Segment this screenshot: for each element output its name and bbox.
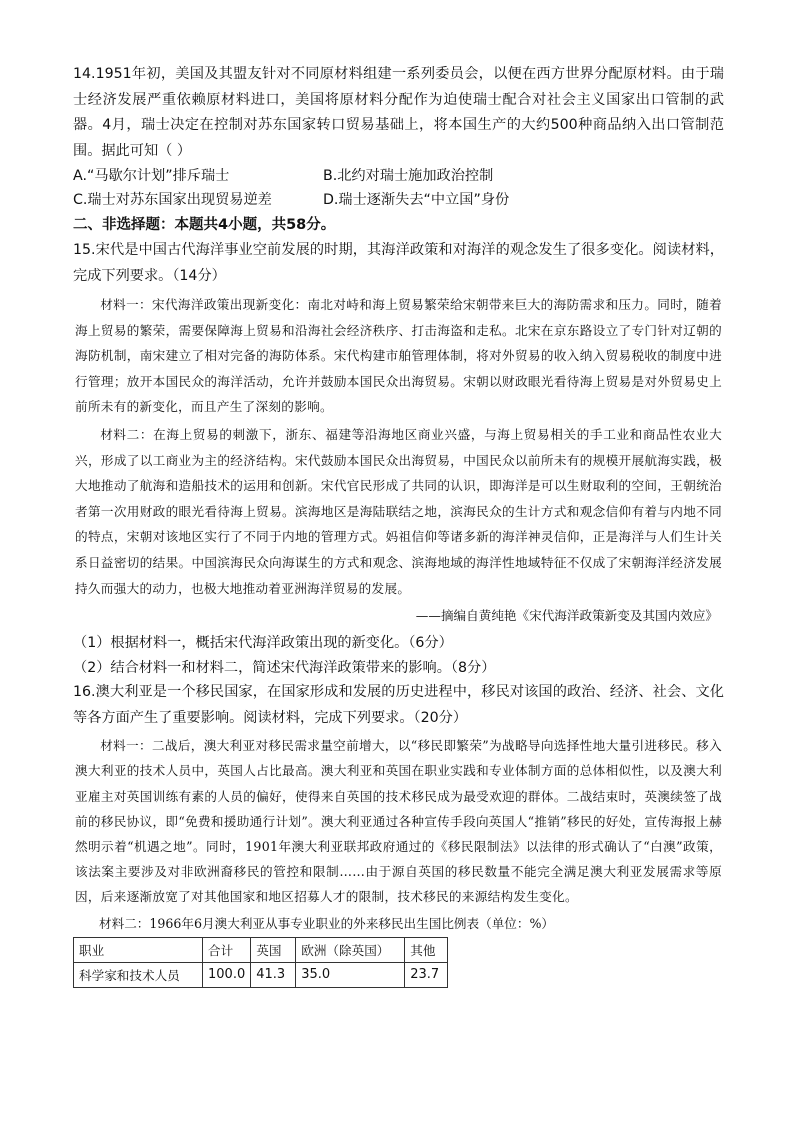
- table-cell: 35.0: [296, 962, 405, 987]
- q16-table-caption: 材料二：1966年6月澳大利亚从事专业职业的外来移民出生国比例表（单位：%）: [99, 915, 555, 931]
- table-cell: 41.3: [251, 962, 296, 987]
- q15-sub-question-2: （2）结合材料一和材料二，简述宋代海洋政策带来的影响。（8分）: [73, 659, 496, 676]
- q15-sub-question-1: （1）根据材料一，概括宋代海洋政策出现的新变化。（6分）: [73, 635, 453, 652]
- option-d[interactable]: D.瑞士逐渐失去“中立国”身份: [323, 192, 510, 208]
- q16-data-table: [73, 937, 448, 988]
- question-16-stem: 16.澳大利亚是一个移民国家，在国家形成和发展的历史进程中，移民对该国的政治、经济、社会、文化等各方面产生了重要影响。阅读材料，完成下列要求。（20分）: [73, 684, 724, 726]
- option-b[interactable]: B.北约对瑞士施加政治控制: [323, 168, 494, 184]
- table-header-row: [74, 937, 448, 962]
- table-header-cell: 合计: [203, 937, 251, 962]
- table-cell: 科学家和技术人员: [74, 962, 203, 987]
- table-header-cell: 英国: [251, 937, 296, 962]
- table-header-cell: 欧洲（除英国）: [296, 937, 405, 962]
- option-c[interactable]: C.瑞士对苏东国家出现贸易逆差: [73, 192, 272, 208]
- table-cell: 23.7: [405, 962, 448, 987]
- q16-material-1: 材料一：二战后，澳大利亚对移民需求量空前增大，以“移民即繁荣”为战略导向选择性地大量引进移民。移入澳大利亚的技术人员中，英国人占比最高。澳大利亚和英国在职业实践和专业体制方面的总体相似性，以及澳大利亚雇主对英国训练有素的人员的偏好，使得来自英国的技术移民成为最受欢迎的群体。二战结束时，英澳续签了战前的移民协议，即“免费和援助通行计划”。澳大利亚通过各种宣传手段向英国人“推销”移民的好处，宣传海报上赫然明示着“机遇之地”。同时，1901年澳大利亚联邦政府通过的《移民限制法》以法律的形式确认了“白澳”政策，该法案主要涉及对非欧洲裔移民的管控和限制……由于源自英国的移民数量不能完全满足澳大利亚发展需求等原因，后来逐渐放宽了对其他国家和地区招募人才的限制，技术移民的来源结构发生变化。: [75, 738, 722, 905]
- question-15-stem: 15.宋代是中国古代海洋事业空前发展的时期，其海洋政策和对海洋的观念发生了很多变化。阅读材料，完成下列要求。（14分）: [73, 242, 724, 284]
- section-heading: 二、非选择题：本题共4小题，共58分。: [73, 217, 336, 233]
- table-header-cell: 其他: [405, 937, 448, 962]
- q15-source: ——摘编自黄纯艳《宋代海洋政策新变及其国内效应》: [415, 608, 718, 624]
- option-a[interactable]: A.“马歇尔计划”排斥瑞士: [73, 168, 230, 184]
- q15-material-1: 材料一：宋代海洋政策出现新变化：南北对峙和海上贸易繁荣给宋朝带来巨大的海防需求和压力。同时，随着海上贸易的繁荣，需要保障海上贸易和沿海社会经济秩序、打击海盗和走私。北宋在京东路设立了专门针对辽朝的海防机制，南宋建立了相对完备的海防体系。宋代构建市舶管理体制，将对外贸易的收入纳入贸易税收的制度中进行管理；放开本国民众的海洋活动，允许并鼓励本国民众出海贸易。宋朝以财政眼光看待海上贸易是对外贸易史上前所未有的新变化，而且产生了深刻的影响。: [75, 297, 722, 415]
- question-14-stem: 14.1951年初，美国及其盟友针对不同原材料组建一系列委员会，以便在西方世界分配原材料。由于瑞士经济发展严重依赖原材料进口，美国将原材料分配作为迫使瑞士配合对社会主义国家出口管制的武器。4月，瑞士决定在控制对苏东国家转口贸易基础上，将本国生产的大约500种商品纳入出口管制范围。据此可知（ ）: [73, 66, 724, 159]
- question-14-options: [73, 164, 724, 212]
- q15-material-2: 材料二：在海上贸易的刺激下，浙东、福建等沿海地区商业兴盛，与海上贸易相关的手工业和商品性农业大兴，形成了以工商业为主的经济结构。宋代鼓励本国民众出海贸易，中国民众以前所未有的规模开展航海实践，极大地推动了航海和造船技术的运用和创新。宋代官民形成了共同的认识，即海洋是可以生财取利的空间，王朝统治者第一次用财政的眼光看待海上贸易。滨海地区是海陆联结之地，滨海民众的生计方式和观念信仰有着与内地不同的特点，宋朝对该地区实行了不同于内地的管理方式。妈祖信仰等诸多新的海洋神灵信仰，正是海洋与人们生计关系日益密切的结果。中国滨海民众向海谋生的方式和观念、滨海地域的海洋性地域特征不仅成了宋朝海洋经济发展持久而强大的动力，也极大地推动着亚洲海洋贸易的发展。: [75, 426, 722, 596]
- table-row: [74, 962, 448, 987]
- table-header-cell: 职业: [74, 937, 203, 962]
- table-cell: 100.0: [203, 962, 251, 987]
